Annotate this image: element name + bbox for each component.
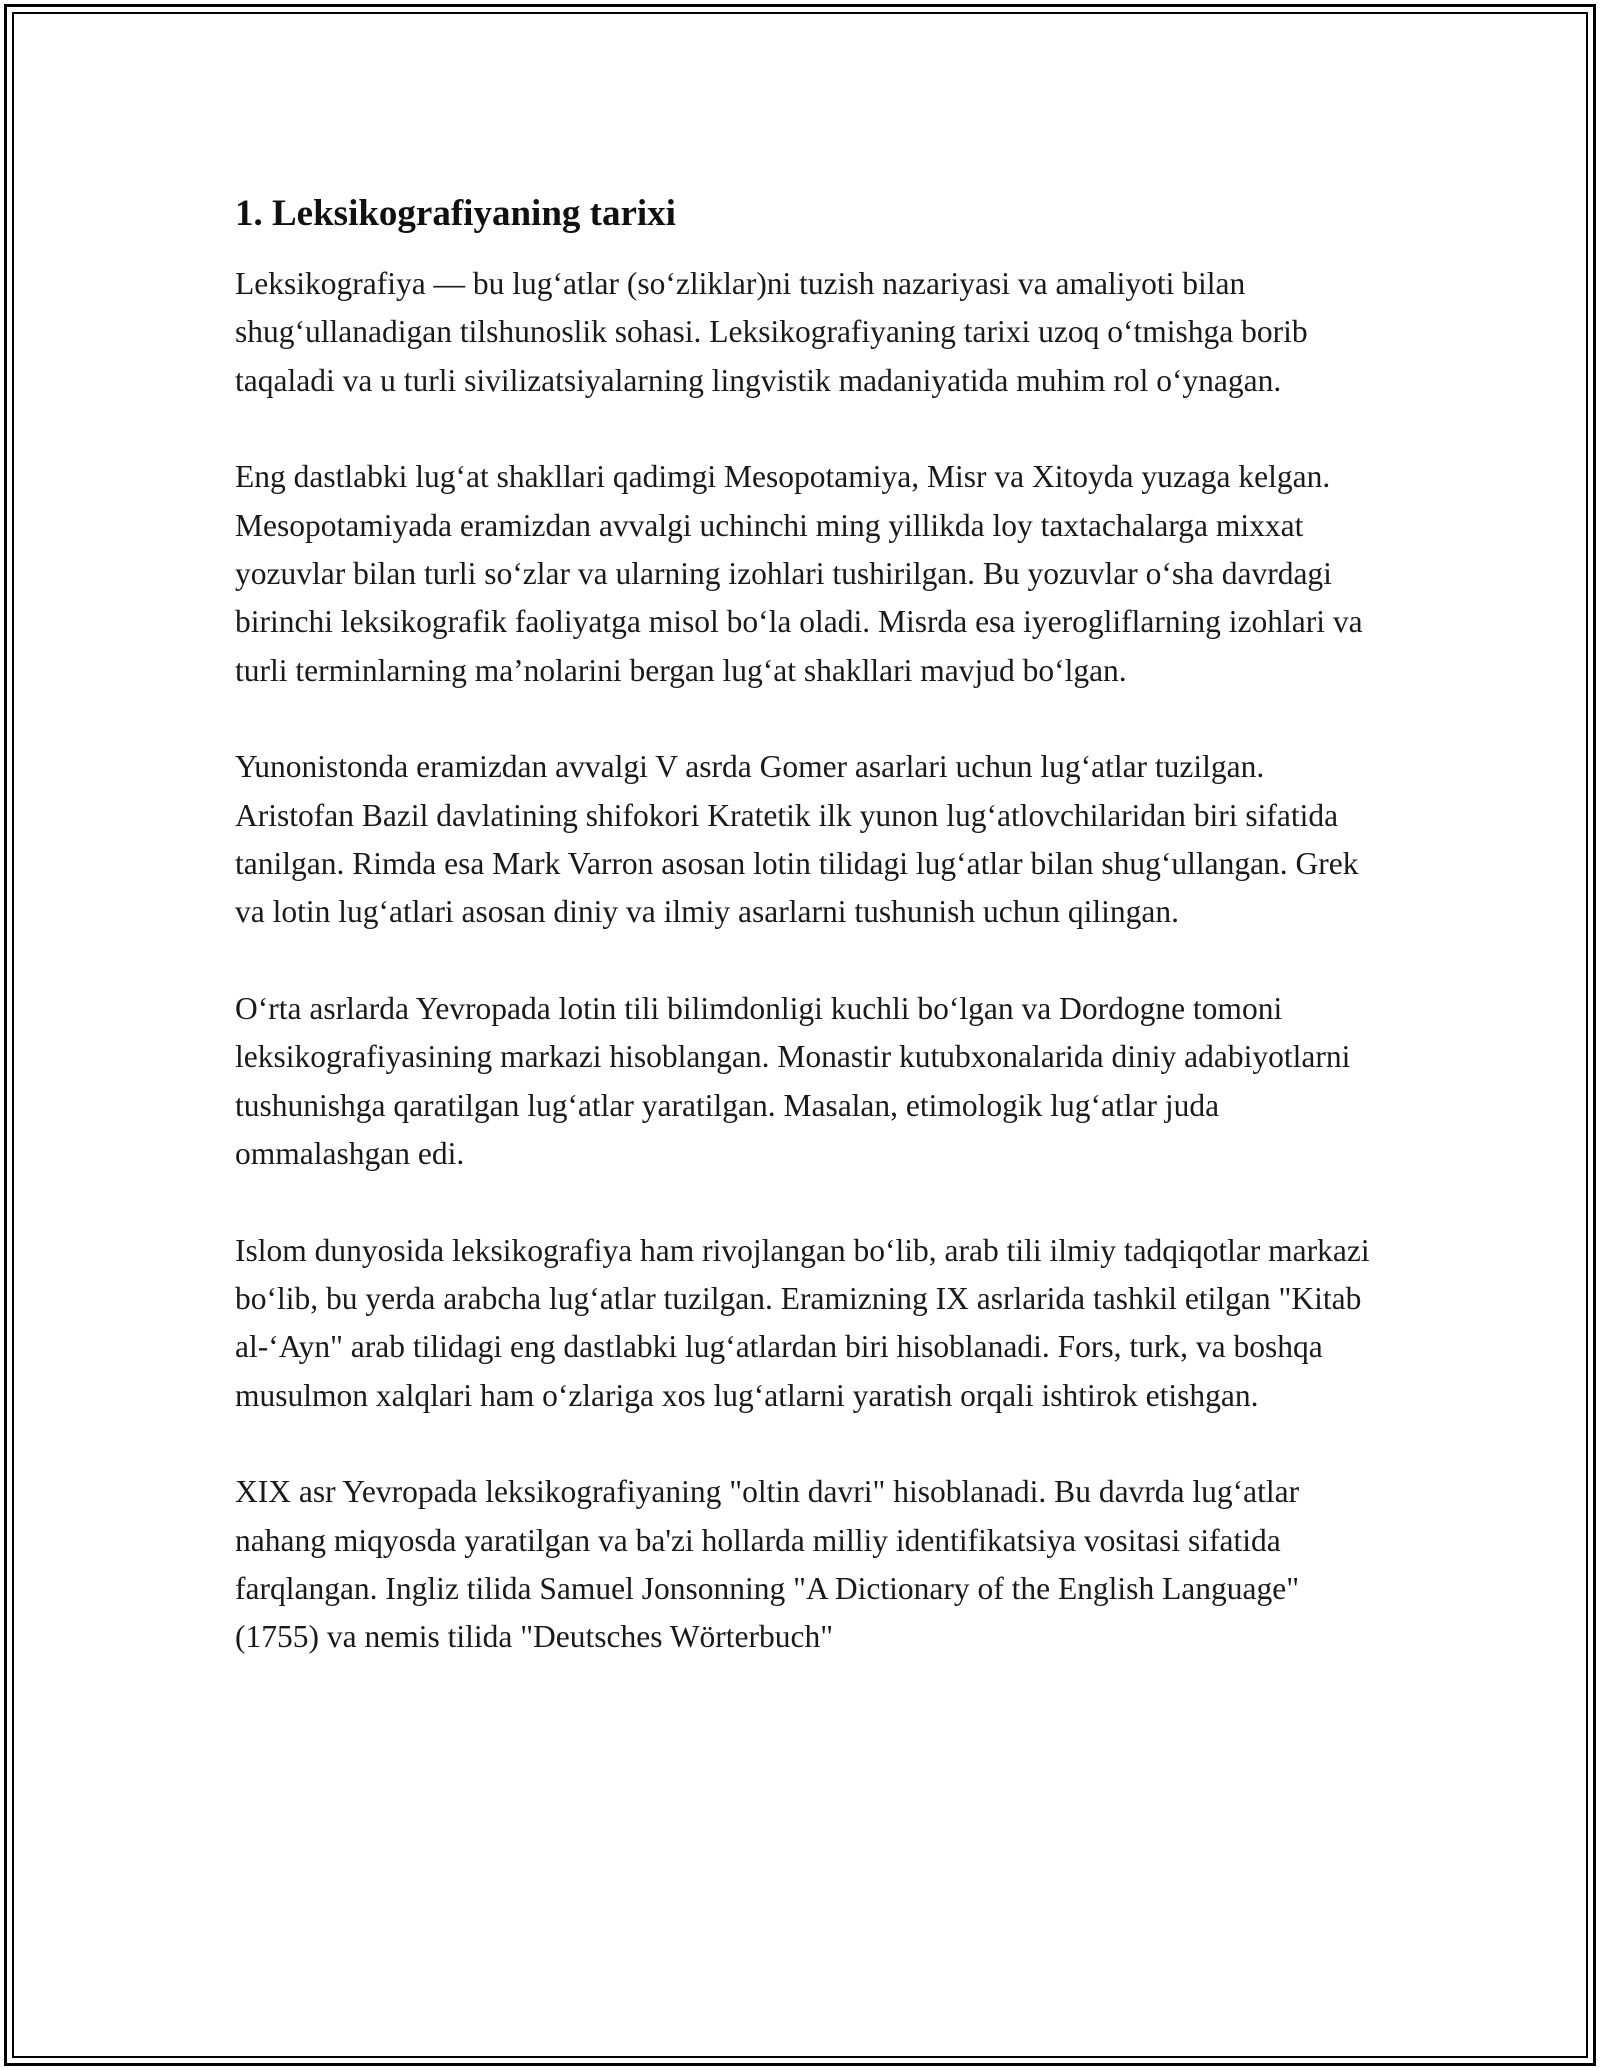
- section-heading: 1. Leksikografiyaning tarixi: [235, 193, 676, 234]
- paragraph-6: XIX asr Yevropada leksikografiyaning "oltin davri" hisoblanadi. Bu davrda lug‘atlar nahang miqyosda yaratilgan va ba'zi hollarda milliy identifikatsiya vositasi sifatida farqlangan. Ingliz tilida Samuel Jonsonning "A Dictionary of the English Language" (1755) va nemis tilida "Deutsches Wörterbuch": [235, 1474, 1300, 1655]
- paragraph-1: Leksikografiya — bu lug‘atlar (so‘zliklar)ni tuzish nazariyasi va amaliyoti bilan shug‘ullanadigan tilshunoslik sohasi. Leksikografiyaning tarixi uzoq o‘tmishga borib taqaladi va u turli sivilizatsiyalarning lingvistik madaniyatida muhim rol o‘ynagan.: [235, 266, 1308, 398]
- paragraph-4: O‘rta asrlarda Yevropada lotin tili bilimdonligi kuchli bo‘lgan va Dordogne tomoni leksikografiyasining markazi hisoblangan. Monastir kutubxonalarida diniy adabiyotlarni tushunishga qaratilgan lug‘atlar yaratilgan. Masalan, etimologik lug‘atlar juda ommalashgan edi.: [235, 990, 1351, 1172]
- paragraph-3: Yunonistonda eramizdan avvalgi V asrda Gomer asarlari uchun lug‘atlar tuzilgan. Aristofan Bazil davlatining shifokori Kratetik ilk yunon lug‘atlovchilaridan biri sifatida tanilgan. Rimda esa Mark Varron asosan lotin tilidagi lug‘atlar bilan shug‘ullangan. Grek va lotin lug‘atlari asosan diniy va ilmiy asarlarni tushunish uchun qilingan.: [235, 749, 1359, 930]
- paragraph-5: Islom dunyosida leksikografiya ham rivojlangan bo‘lib, arab tili ilmiy tadqiqotlar markazi bo‘lib, bu yerda arabcha lug‘atlar tuzilgan. Eramizning IX asrlarida tashkil etilgan "Kitab al-‘Ayn" arab tilidagi eng dastlabki lug‘atlardan biri hisoblanadi. Fors, turk, va boshqa musulmon xalqlari ham o‘zlariga xos lug‘atlarni yaratish orqali ishtirok etishgan.: [235, 1232, 1370, 1413]
- paragraph-2: Eng dastlabki lug‘at shakllari qadimgi Mesopotamiya, Misr va Xitoyda yuzaga kelgan. Mesopotamiyada eramizdan avvalgi uchinchi ming yillikda loy taxtachalarga mixxat yozuvlar bilan turli so‘zlar va ularning izohlari tushirilgan. Bu yozuvlar o‘sha davrdagi birinchi leksikografik faoliyatga misol bo‘la oladi. Misrda esa iyerogliflarning izohlari va turli terminlarning ma’nolarini bergan lug‘at shakllari mavjud bo‘lgan.: [235, 459, 1363, 688]
- document-body: [235, 190, 1370, 1710]
